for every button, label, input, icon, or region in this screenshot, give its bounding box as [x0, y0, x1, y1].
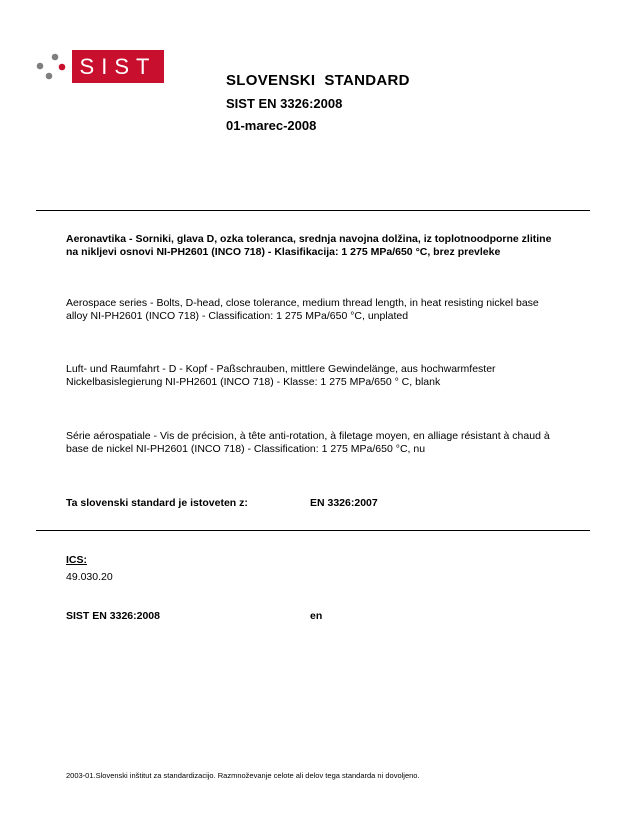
standard-code: SIST EN 3326:2008: [66, 610, 160, 622]
document-type-title: SLOVENSKI STANDARD: [226, 72, 410, 89]
identical-to-value: EN 3326:2007: [310, 497, 378, 509]
logo-dot-right: [59, 64, 66, 71]
ics-label: ICS:: [66, 554, 87, 566]
bottom-divider: [36, 530, 590, 531]
identical-to-label: Ta slovenski standard je istoveten z:: [66, 497, 248, 509]
publication-date: 01-marec-2008: [226, 118, 317, 133]
standard-number: SIST EN 3326:2008: [226, 96, 343, 111]
logo-dot-top: [52, 54, 59, 61]
ics-code: 49.030.20: [66, 571, 113, 583]
title-slovenian: Aeronavtika - Sorniki, glava D, ozka toleranca, srednja navojna dolžina, iz toplotnoodporne zlitine na nikljevi osnovi NI-PH2601 (INCO 718) - Klasifikacija: 1 275 MPa/650 °C, brez prevleke: [66, 233, 552, 258]
standard-language: en: [310, 610, 323, 622]
title-german: Luft- und Raumfahrt - D - Kopf - Paßschrauben, mittlere Gewindelänge, aus hochwarmfester Nickelbasislegierung NI-PH2601 (INCO 718) - Klasse: 1 275 MPa/650 ° C, blank: [66, 363, 496, 388]
logo-dot-bottom: [46, 73, 53, 80]
title-english: Aerospace series - Bolts, D-head, close tolerance, medium thread length, in heat resisting nickel base alloy NI-PH2601 (INCO 718) - Classification: 1 275 MPa/650 °C, unplated: [66, 297, 539, 322]
sist-logo-text: SIST: [79, 54, 157, 79]
copyright-footer: 2003-01.Slovenski inštitut za standardizacijo. Razmnoževanje celote ali delov tega standarda ni dovoljeno.: [66, 771, 420, 780]
sist-logo-dots-icon: [34, 52, 68, 86]
top-divider: [36, 210, 590, 211]
title-french: Série aérospatiale - Vis de précision, à tête anti-rotation, à filetage moyen, en alliage résistant à chaud à base de nickel NI-PH2601 (INCO 718) - Classification: 1 275 MPa/650 °C, nu: [66, 430, 550, 455]
sist-logo: [72, 50, 164, 83]
logo-dot-left: [37, 63, 44, 70]
